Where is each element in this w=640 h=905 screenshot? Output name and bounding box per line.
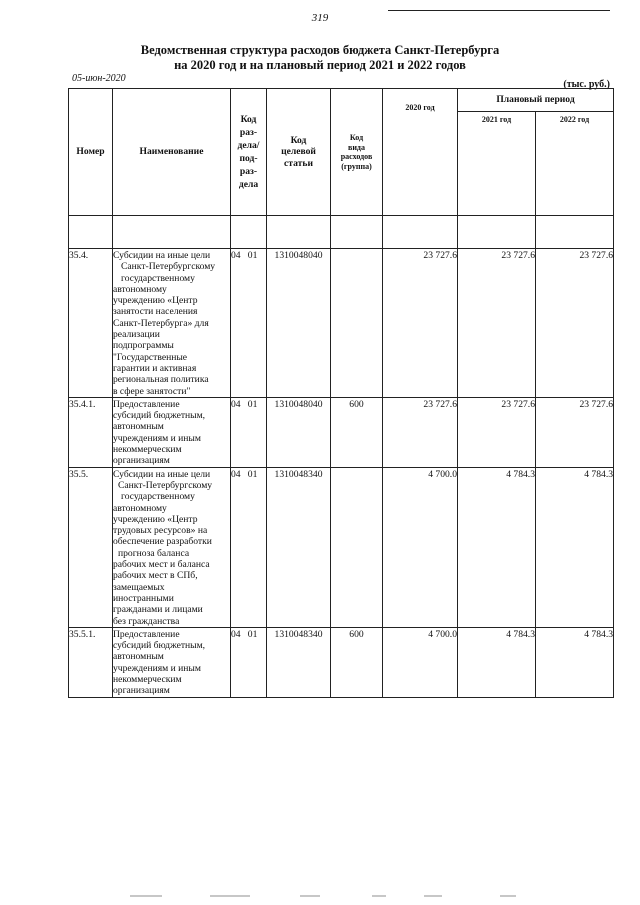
header-plan: Плановый период (458, 89, 614, 112)
row-name-line: автономному (113, 502, 167, 514)
row-razdel (231, 397, 267, 467)
row-2021: 23 727.6 (458, 249, 536, 398)
row-name-line: Предоставление (113, 628, 180, 640)
header-razdel-line: дела (238, 179, 259, 190)
row-kcs: 1310048340 (267, 467, 331, 627)
row-name-line: трудовых ресурсов» на (113, 525, 208, 537)
row-name-line: учреждениям и иным (113, 662, 201, 674)
table-row (69, 467, 614, 627)
header-razdel-line: Код (240, 114, 257, 125)
scan-artifact (372, 895, 386, 897)
row-number: 35.5.1. (69, 627, 113, 697)
header-kcs-line: Код (290, 135, 307, 147)
row-podrazdel-code: 01 (247, 628, 258, 640)
header-vid-line: вида (348, 142, 365, 152)
row-number: 35.4.1. (69, 397, 113, 467)
row-kcs: 1310048340 (267, 627, 331, 697)
row-name-line: Санкт-Петербурга» для (113, 317, 209, 329)
header-2021: 2021 год (458, 112, 536, 216)
header-razdel-line: раз- (239, 127, 258, 138)
row-name-line: автономным (113, 421, 164, 433)
header-razdel-line: раз- (239, 166, 258, 177)
row-name-line: региональная политика (113, 374, 209, 386)
header-2020: 2020 год (383, 89, 458, 216)
row-kcs: 1310048040 (267, 249, 331, 398)
budget-table (68, 88, 614, 698)
row-2022: 4 784.3 (536, 627, 614, 697)
title-line-1: Ведомственная структура расходов бюджета Санкт-Петербурга (140, 43, 500, 57)
header-razdel-line: дела/ (237, 140, 260, 151)
row-name-line: в сфере занятости" (113, 385, 191, 397)
row-vid: 600 (331, 627, 383, 697)
row-2020: 4 700.0 (383, 467, 458, 627)
row-name-line: обеспечение разработки (113, 536, 212, 548)
row-name (113, 249, 231, 398)
row-name (113, 397, 231, 467)
row-2020: 23 727.6 (383, 249, 458, 398)
header-kcs-line: статьи (284, 157, 313, 169)
units-label: (тыс. руб.) (563, 79, 610, 90)
row-razdel-code: 04 (231, 398, 241, 410)
row-name-line: гарантии и активная (113, 362, 197, 374)
row-name-line: автономным (113, 651, 164, 663)
row-name-line: Санкт-Петербургскому (118, 479, 213, 491)
row-name-line: гражданами и лицами (113, 604, 203, 616)
row-name-line: рабочих мест в СПб, (113, 570, 198, 582)
header-vid-line: (группа) (341, 161, 372, 171)
row-2021: 4 784.3 (458, 467, 536, 627)
scan-artifact (424, 895, 442, 897)
row-podrazdel-code: 01 (247, 398, 258, 410)
row-name-line: Санкт-Петербургскому (121, 261, 216, 273)
table-row (69, 249, 614, 398)
row-name-line: некоммерческим (113, 444, 182, 456)
header-spacer-row (69, 216, 614, 249)
scan-artifact (300, 895, 320, 897)
row-name (113, 627, 231, 697)
row-number: 35.4. (69, 249, 113, 398)
row-name-line: занятости населения (113, 306, 198, 318)
row-name-line: учреждению «Центр (113, 295, 198, 307)
row-2020: 4 700.0 (383, 627, 458, 697)
title-line-2: на 2020 год и на плановый период 2021 и 2022 годов (174, 58, 466, 72)
row-name-line: иностранными (113, 592, 174, 604)
header-number: Номер (69, 89, 113, 216)
row-podrazdel-code: 01 (247, 250, 258, 261)
document-date: 05-июн-2020 (72, 73, 126, 84)
row-name-line: учреждениям и иным (113, 432, 201, 444)
header-name: Наименование (113, 89, 231, 216)
row-razdel-code: 04 (231, 628, 241, 640)
document-title (0, 43, 640, 73)
row-name-line: организациям (113, 455, 170, 467)
row-vid: 600 (331, 397, 383, 467)
table-row (69, 397, 614, 467)
row-name-line: учреждению «Центр (113, 513, 198, 525)
row-name-line: Субсидии на иные цели (113, 468, 211, 480)
row-name-line: прогноза баланса (118, 547, 190, 559)
row-kcs: 1310048040 (267, 397, 331, 467)
row-2022: 4 784.3 (536, 467, 614, 627)
row-vid (331, 249, 383, 398)
scan-artifact (210, 895, 250, 897)
row-number: 35.5. (69, 467, 113, 627)
header-2022: 2022 год (536, 112, 614, 216)
header-kcs-line: целевой (281, 146, 316, 158)
page-number: 319 (311, 12, 329, 24)
row-name-line: организациям (113, 685, 170, 697)
row-name-line: государственному (121, 272, 195, 284)
row-name-line: замещаемых (113, 581, 165, 593)
row-name (113, 467, 231, 627)
row-2021: 23 727.6 (458, 397, 536, 467)
row-razdel (231, 467, 267, 627)
row-name-line: "Государственные (113, 351, 188, 363)
row-2021: 4 784.3 (458, 627, 536, 697)
row-name-line: подпрограммы (113, 340, 174, 352)
header-vid (331, 89, 383, 216)
scan-artifact (130, 895, 162, 897)
row-name-line: автономному (113, 283, 167, 295)
row-name-line: Субсидии на иные цели (113, 250, 211, 261)
row-2022: 23 727.6 (536, 249, 614, 398)
scan-artifact (500, 895, 516, 897)
row-razdel-code: 04 (231, 250, 241, 261)
header-razdel (231, 89, 267, 216)
row-name-line: государственному (121, 491, 195, 503)
header-vid-line: расходов (340, 152, 373, 161)
row-2020: 23 727.6 (383, 397, 458, 467)
row-razdel (231, 627, 267, 697)
row-podrazdel-code: 01 (247, 468, 258, 480)
header-razdel-line: под- (239, 153, 258, 164)
row-razdel-code: 04 (231, 468, 241, 480)
row-name-line: субсидий бюджетным, (113, 640, 206, 652)
table-row (69, 627, 614, 697)
row-name-line: реализации (113, 329, 160, 341)
row-name-line: без гражданства (113, 615, 180, 627)
row-vid (331, 467, 383, 627)
row-name-line: Предоставление (113, 398, 180, 410)
row-2022: 23 727.6 (536, 397, 614, 467)
row-name-line: рабочих мест и баланса (113, 559, 210, 571)
header-vid-line: Код (349, 133, 364, 142)
header-kcs (267, 89, 331, 216)
row-razdel (231, 249, 267, 398)
top-rule (388, 10, 610, 11)
row-name-line: субсидий бюджетным, (113, 410, 206, 422)
row-name-line: некоммерческим (113, 673, 182, 685)
